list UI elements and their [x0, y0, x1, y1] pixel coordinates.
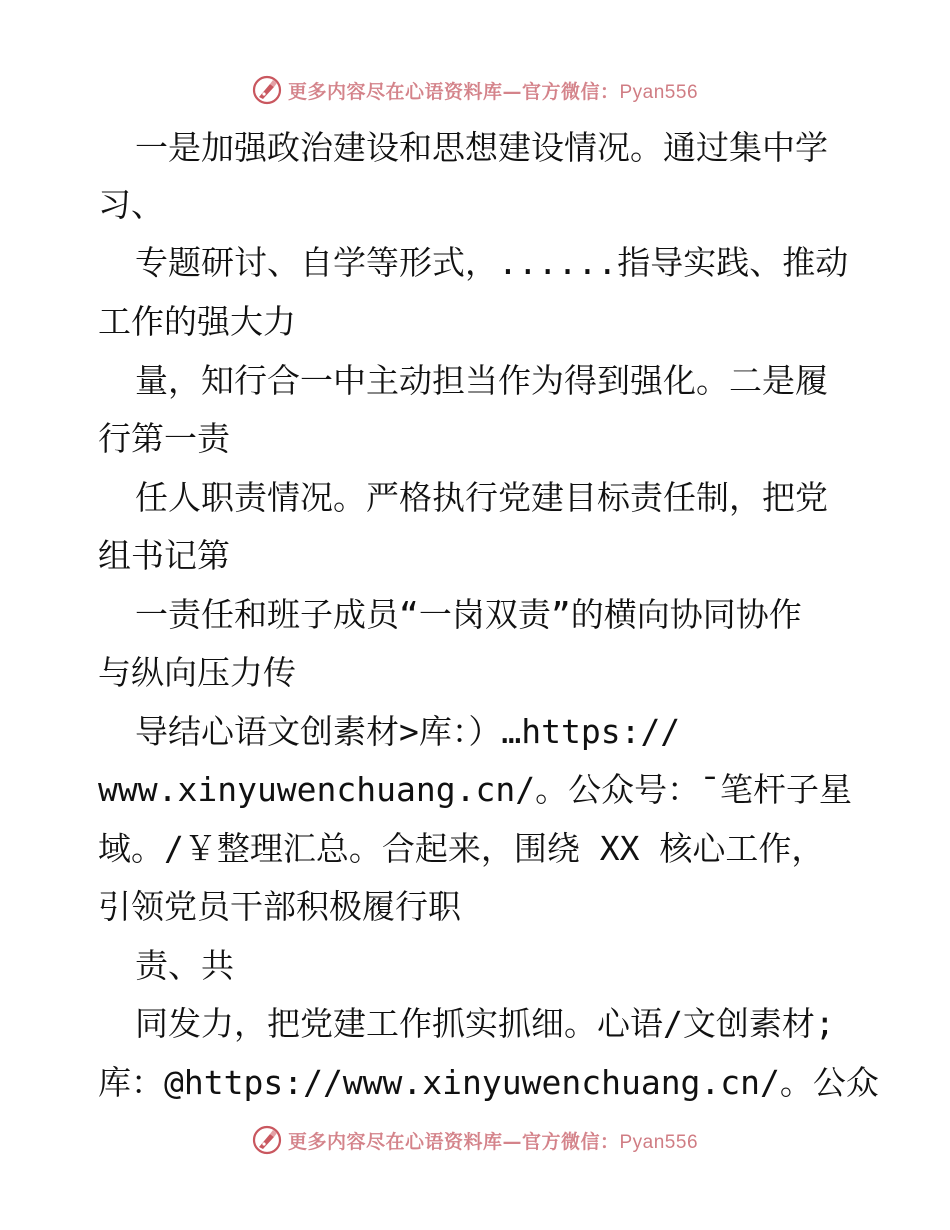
pen-nib-logo-icon: [252, 1125, 282, 1155]
wechat-id: Pyan556: [619, 1131, 699, 1153]
paragraph-line: 组书记第: [98, 536, 230, 575]
paragraph-line: www.xinyuwenchuang.cn/。公众号：¯笔杆子星: [98, 770, 852, 809]
paragraph-line: 导结心语文创素材>库：）…https://: [135, 712, 681, 751]
paragraph-line: 责、共: [135, 946, 234, 985]
paragraph-line: 量，知行合一中主动担当作为得到强化。二是履: [135, 361, 828, 400]
paragraph-line: 一责任和班子成员“一岗双责”的横向协同协作: [135, 595, 802, 634]
paragraph-line: 行第一责: [98, 419, 230, 458]
watermark-text: 更多内容尽在心语资料库—官方微信：: [287, 80, 620, 103]
paragraph-line: 任人职责情况。严格执行党建目标责任制，把党: [135, 478, 828, 517]
paragraph-line: 引领党员干部积极履行职: [98, 887, 461, 926]
paragraph-line: 库：@https://www.xinyuwenchuang.cn/。公众: [98, 1063, 879, 1102]
paragraph-line: 与纵向压力传: [98, 653, 296, 692]
paragraph-line: 习、: [98, 185, 164, 224]
paragraph-line: 工作的强大力: [98, 302, 296, 341]
paragraph-line: 一是加强政治建设和思想建设情况。通过集中学: [135, 128, 828, 167]
watermark-text: 更多内容尽在心语资料库—官方微信：: [287, 1130, 620, 1153]
paragraph-line: 域。/￥整理汇总。合起来，围绕 XX 核心工作，: [98, 829, 825, 868]
footer-watermark: [0, 1120, 950, 1160]
paragraph-line: 专题研讨、自学等形式，......指导实践、推动: [135, 243, 849, 282]
paragraph-line: 同发力，把党建工作抓实抓细。心语/文创素材;: [135, 1004, 835, 1043]
wechat-id: Pyan556: [619, 81, 699, 103]
